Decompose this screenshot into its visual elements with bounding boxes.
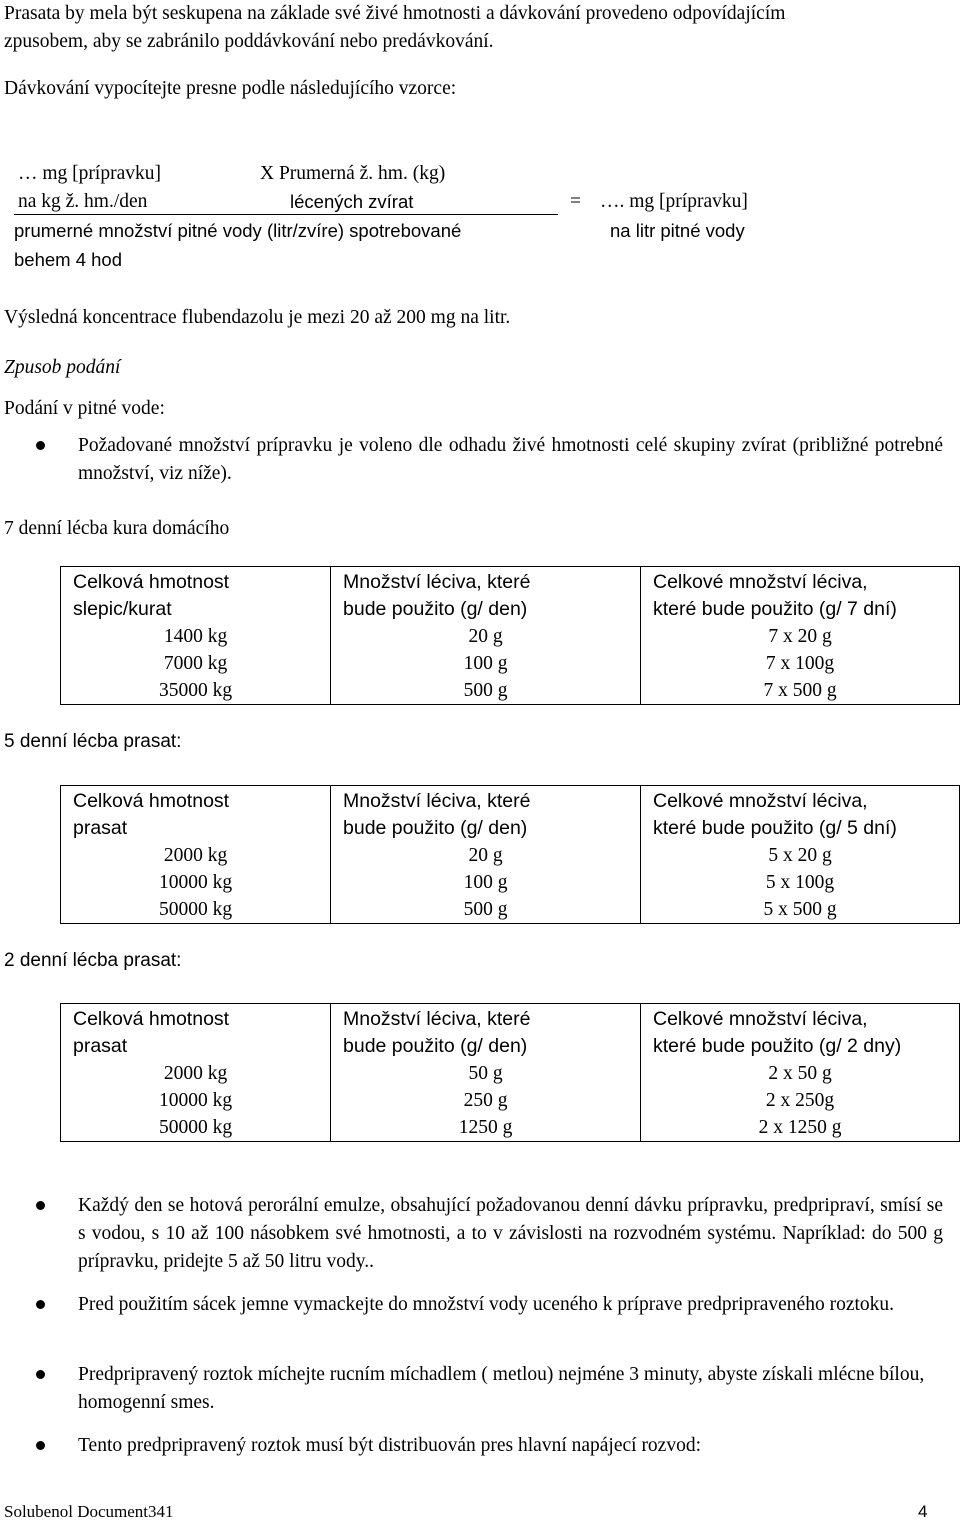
table-row (61, 677, 960, 705)
column-header: Množství léciva, které bude použito (g/ den) (331, 786, 641, 843)
column-header: Celkové množství léciva, které bude použito (g/ 7 dní) (641, 567, 960, 624)
table-cell: 5 x 20 g (641, 842, 960, 869)
table-cell: 2 x 250g (641, 1087, 960, 1114)
intro-line-1: Prasata by mela být seskupena na základe své živé hmotnosti a dávkování provedeno odpovídajícím (4, 3, 786, 24)
formula-equals: = (570, 191, 581, 212)
table-cell: 250 g (331, 1087, 641, 1114)
bullet-intro-text: Požadované množství prípravku je voleno dle odhadu živé hmotnosti celé skupiny zvírat (približné potrebné množství, viz níže). (78, 435, 943, 484)
table-row (61, 1060, 960, 1087)
dosage-table-2 (60, 785, 960, 924)
admin-subheading: Podání v pitné vode: (4, 398, 165, 419)
column-header: Celková hmotnost slepic/kurat (61, 567, 331, 624)
dosage-table-3 (60, 1003, 960, 1142)
table-row (61, 1087, 960, 1114)
formula-denominator-2: behem 4 hod (14, 249, 123, 270)
table-cell: 20 g (331, 842, 641, 869)
table-cell: 100 g (331, 869, 641, 896)
table-cell: 500 g (331, 677, 641, 705)
fraction-bar (14, 214, 558, 215)
formula-denominator-1: prumerné množství pitné vody (litr/zvíre) spotrebované (14, 220, 462, 241)
bullet-dot (36, 1441, 45, 1450)
admin-heading: Zpusob podání (4, 357, 121, 378)
table-cell: 2 x 50 g (641, 1060, 960, 1087)
table-cell: 5 x 500 g (641, 896, 960, 924)
table-cell: 50000 kg (61, 1114, 331, 1142)
table-heading-3: 2 denní lécba prasat: (4, 950, 182, 971)
column-header: Celkové množství léciva, které bude použito (g/ 5 dní) (641, 786, 960, 843)
table-row (61, 623, 960, 650)
intro-line-2: zpusobem, aby se zabránilo poddávkování nebo predávkování. (4, 31, 494, 52)
table-cell: 500 g (331, 896, 641, 924)
table-cell: 35000 kg (61, 677, 331, 705)
column-header: Celková hmotnost prasat (61, 1004, 331, 1061)
table-cell: 50 g (331, 1060, 641, 1087)
dosage-table-1 (60, 566, 960, 705)
table-cell: 20 g (331, 623, 641, 650)
formula-numerator-mid-2: lécených zvírat (290, 191, 414, 212)
table-cell: 7 x 500 g (641, 677, 960, 705)
dosing-intro: Dávkování vypocítejte presne podle následujícího vzorce: (4, 78, 457, 99)
formula-result-1: …. mg [prípravku] (600, 191, 748, 212)
table-row (61, 1114, 960, 1142)
formula-result-2: na litr pitné vody (610, 220, 745, 241)
bullet-dot (36, 1370, 45, 1379)
table-cell: 7 x 100g (641, 650, 960, 677)
column-header: Množství léciva, které bude použito (g/ den) (331, 1004, 641, 1061)
footer-document-name: Solubenol Document341 (4, 1502, 174, 1521)
table-cell: 7 x 20 g (641, 623, 960, 650)
formula-numerator-mid-1: X Prumerná ž. hm. (kg) (260, 163, 446, 184)
bullet-dot (36, 1300, 45, 1309)
table-row (61, 896, 960, 924)
column-header: Množství léciva, které bude použito (g/ den) (331, 567, 641, 624)
table-cell: 2 x 1250 g (641, 1114, 960, 1142)
table-cell: 1400 kg (61, 623, 331, 650)
column-header: Celková hmotnost prasat (61, 786, 331, 843)
concentration-note: Výsledná koncentrace flubendazolu je mezi 20 až 200 mg na litr. (4, 307, 511, 328)
table-heading-2: 5 denní lécba prasat: (4, 731, 182, 752)
bullet-text: Pred použitím sácek jemne vymackejte do množství vody uceného k príprave predpripraveného roztoku. (78, 1294, 895, 1315)
table-cell: 10000 kg (61, 1087, 331, 1114)
table-cell: 100 g (331, 650, 641, 677)
bullet-dot (36, 441, 45, 450)
bullet-text: Predpripravený roztok míchejte rucním míchadlem ( metlou) nejméne 3 minuty, abyste získali mlécne bílou, homogenní smes. (78, 1364, 925, 1413)
table-row (61, 842, 960, 869)
table-cell: 10000 kg (61, 869, 331, 896)
formula-numerator-left-1: … mg [prípravku] (18, 163, 161, 184)
formula-numerator-left-2: na kg ž. hm./den (18, 191, 148, 212)
footer-page-number: 4 (918, 1502, 928, 1521)
table-cell: 2000 kg (61, 842, 331, 869)
table-cell: 2000 kg (61, 1060, 331, 1087)
column-header: Celkové množství léciva, které bude použito (g/ 2 dny) (641, 1004, 960, 1061)
table-cell: 1250 g (331, 1114, 641, 1142)
table-cell: 5 x 100g (641, 869, 960, 896)
table-cell: 7000 kg (61, 650, 331, 677)
bullet-text: Tento predpripravený roztok musí být distribuován pres hlavní napájecí rozvod: (78, 1435, 702, 1456)
table-heading-1: 7 denní lécba kura domácího (4, 518, 230, 539)
table-row (61, 869, 960, 896)
table-cell: 50000 kg (61, 896, 331, 924)
table-row (61, 650, 960, 677)
bullet-dot (36, 1201, 45, 1210)
bullet-text: Každý den se hotová perorální emulze, obsahující požadovanou denní dávku prípravku, predpripraví, smísí se s vodou, s 10 až 100 násobkem své hmotnosti, a to v závislosti na rozvodném systému. Napríklad: do 500 g prípravku, pridejte 5 až 50 litru vody.. (78, 1195, 943, 1272)
